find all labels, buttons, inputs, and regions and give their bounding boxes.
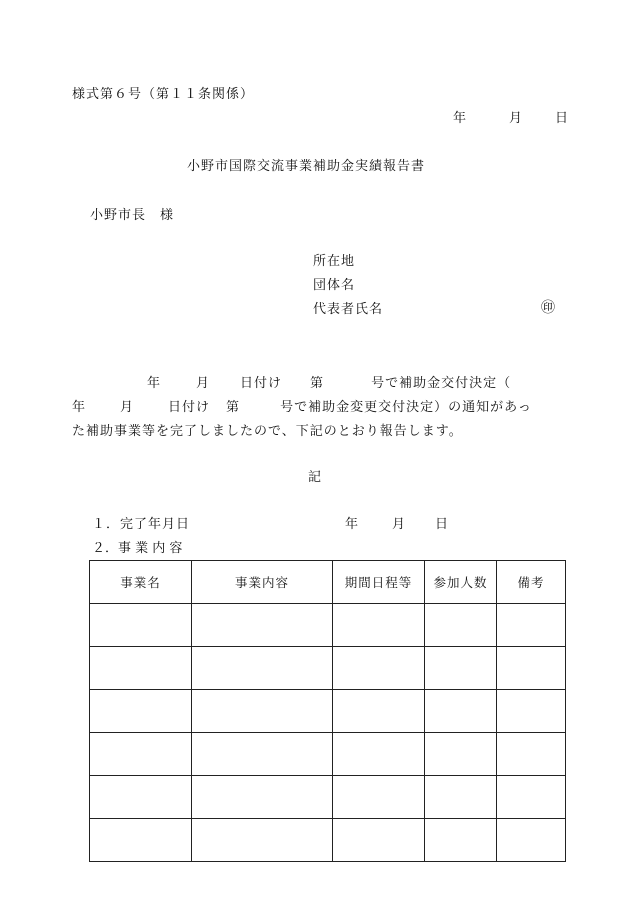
- ki-heading: 記: [308, 470, 322, 485]
- body-month-1: 月: [196, 376, 211, 391]
- report-table: [89, 560, 566, 862]
- column-header-remarks: 備考: [497, 561, 566, 604]
- table-row: [90, 690, 566, 733]
- table-cell[interactable]: [497, 819, 566, 862]
- table-row: [90, 647, 566, 690]
- seal-icon: ㊞: [541, 300, 555, 316]
- table-cell[interactable]: [90, 690, 192, 733]
- body-year-2: 年: [72, 400, 87, 415]
- table-cell[interactable]: [333, 690, 425, 733]
- body-number-prefix-2: 第: [226, 400, 241, 415]
- table-cell[interactable]: [333, 776, 425, 819]
- table-cell[interactable]: [192, 776, 333, 819]
- table-cell[interactable]: [192, 690, 333, 733]
- column-header-schedule: 期間日程等: [333, 561, 425, 604]
- table-cell[interactable]: [333, 647, 425, 690]
- table-cell[interactable]: [425, 776, 497, 819]
- body-dated-1: 日付け: [240, 376, 283, 391]
- addressee-honorific: 様: [160, 208, 175, 223]
- page-title: 小野市国際交流事業補助金実績報告書: [187, 159, 426, 174]
- addressee: [90, 209, 174, 222]
- table-cell[interactable]: [192, 733, 333, 776]
- representative-label: 代表者氏名: [313, 302, 384, 317]
- report-date: [453, 112, 568, 125]
- body-paragraph-line-3: た補助事業等を完了しましたので、下記のとおり報告します。: [72, 424, 463, 439]
- table-cell[interactable]: [90, 733, 192, 776]
- body-paragraph-line-1: [72, 377, 511, 390]
- table-cell[interactable]: [497, 776, 566, 819]
- table-cell[interactable]: [425, 690, 497, 733]
- form-number: 様式第６号（第１１条関係）: [72, 87, 255, 102]
- column-header-participants: 参加人数: [425, 561, 497, 604]
- table-cell[interactable]: [497, 604, 566, 647]
- date-month: 月: [509, 111, 523, 126]
- content-label: ２．事 業 内 容: [92, 541, 183, 556]
- completion-day: 日: [435, 517, 449, 532]
- table-row: [90, 776, 566, 819]
- table-cell[interactable]: [192, 604, 333, 647]
- date-year: 年: [453, 111, 467, 126]
- table-cell[interactable]: [90, 819, 192, 862]
- body-dated-2: 日付け: [168, 400, 211, 415]
- table-cell[interactable]: [192, 819, 333, 862]
- completion-month: 月: [392, 517, 406, 532]
- table-cell[interactable]: [425, 733, 497, 776]
- table-cell[interactable]: [333, 604, 425, 647]
- column-header-project-name: 事業名: [90, 561, 192, 604]
- body-year-1: 年: [147, 376, 162, 391]
- column-header-project-content: 事業内容: [192, 561, 333, 604]
- table-row: [90, 604, 566, 647]
- completion-date-label: １．完了年月日: [92, 517, 191, 532]
- body-paragraph-line-2: [72, 401, 532, 414]
- table-cell[interactable]: [90, 647, 192, 690]
- completion-date: [345, 518, 448, 531]
- table-cell[interactable]: [425, 819, 497, 862]
- table-cell[interactable]: [497, 647, 566, 690]
- table-row: [90, 733, 566, 776]
- location-label: 所在地: [313, 254, 356, 269]
- table-cell[interactable]: [90, 776, 192, 819]
- table-cell[interactable]: [425, 647, 497, 690]
- body-month-2: 月: [120, 400, 135, 415]
- body-number-prefix-1: 第: [310, 376, 325, 391]
- group-name-label: 団体名: [313, 278, 356, 293]
- completion-year: 年: [345, 517, 359, 532]
- table-cell[interactable]: [192, 647, 333, 690]
- table-cell[interactable]: [333, 733, 425, 776]
- table-cell[interactable]: [425, 604, 497, 647]
- table-cell[interactable]: [497, 690, 566, 733]
- table-cell[interactable]: [90, 604, 192, 647]
- date-day: 日: [555, 111, 569, 126]
- table-header-row: [90, 561, 566, 604]
- body-rest-2: 号で補助金変更交付決定）の通知があっ: [280, 400, 532, 415]
- addressee-name: 小野市長: [90, 208, 147, 223]
- table-row: [90, 819, 566, 862]
- table-cell[interactable]: [333, 819, 425, 862]
- table-cell[interactable]: [497, 733, 566, 776]
- body-rest-1: 号で補助金交付決定（: [371, 376, 512, 391]
